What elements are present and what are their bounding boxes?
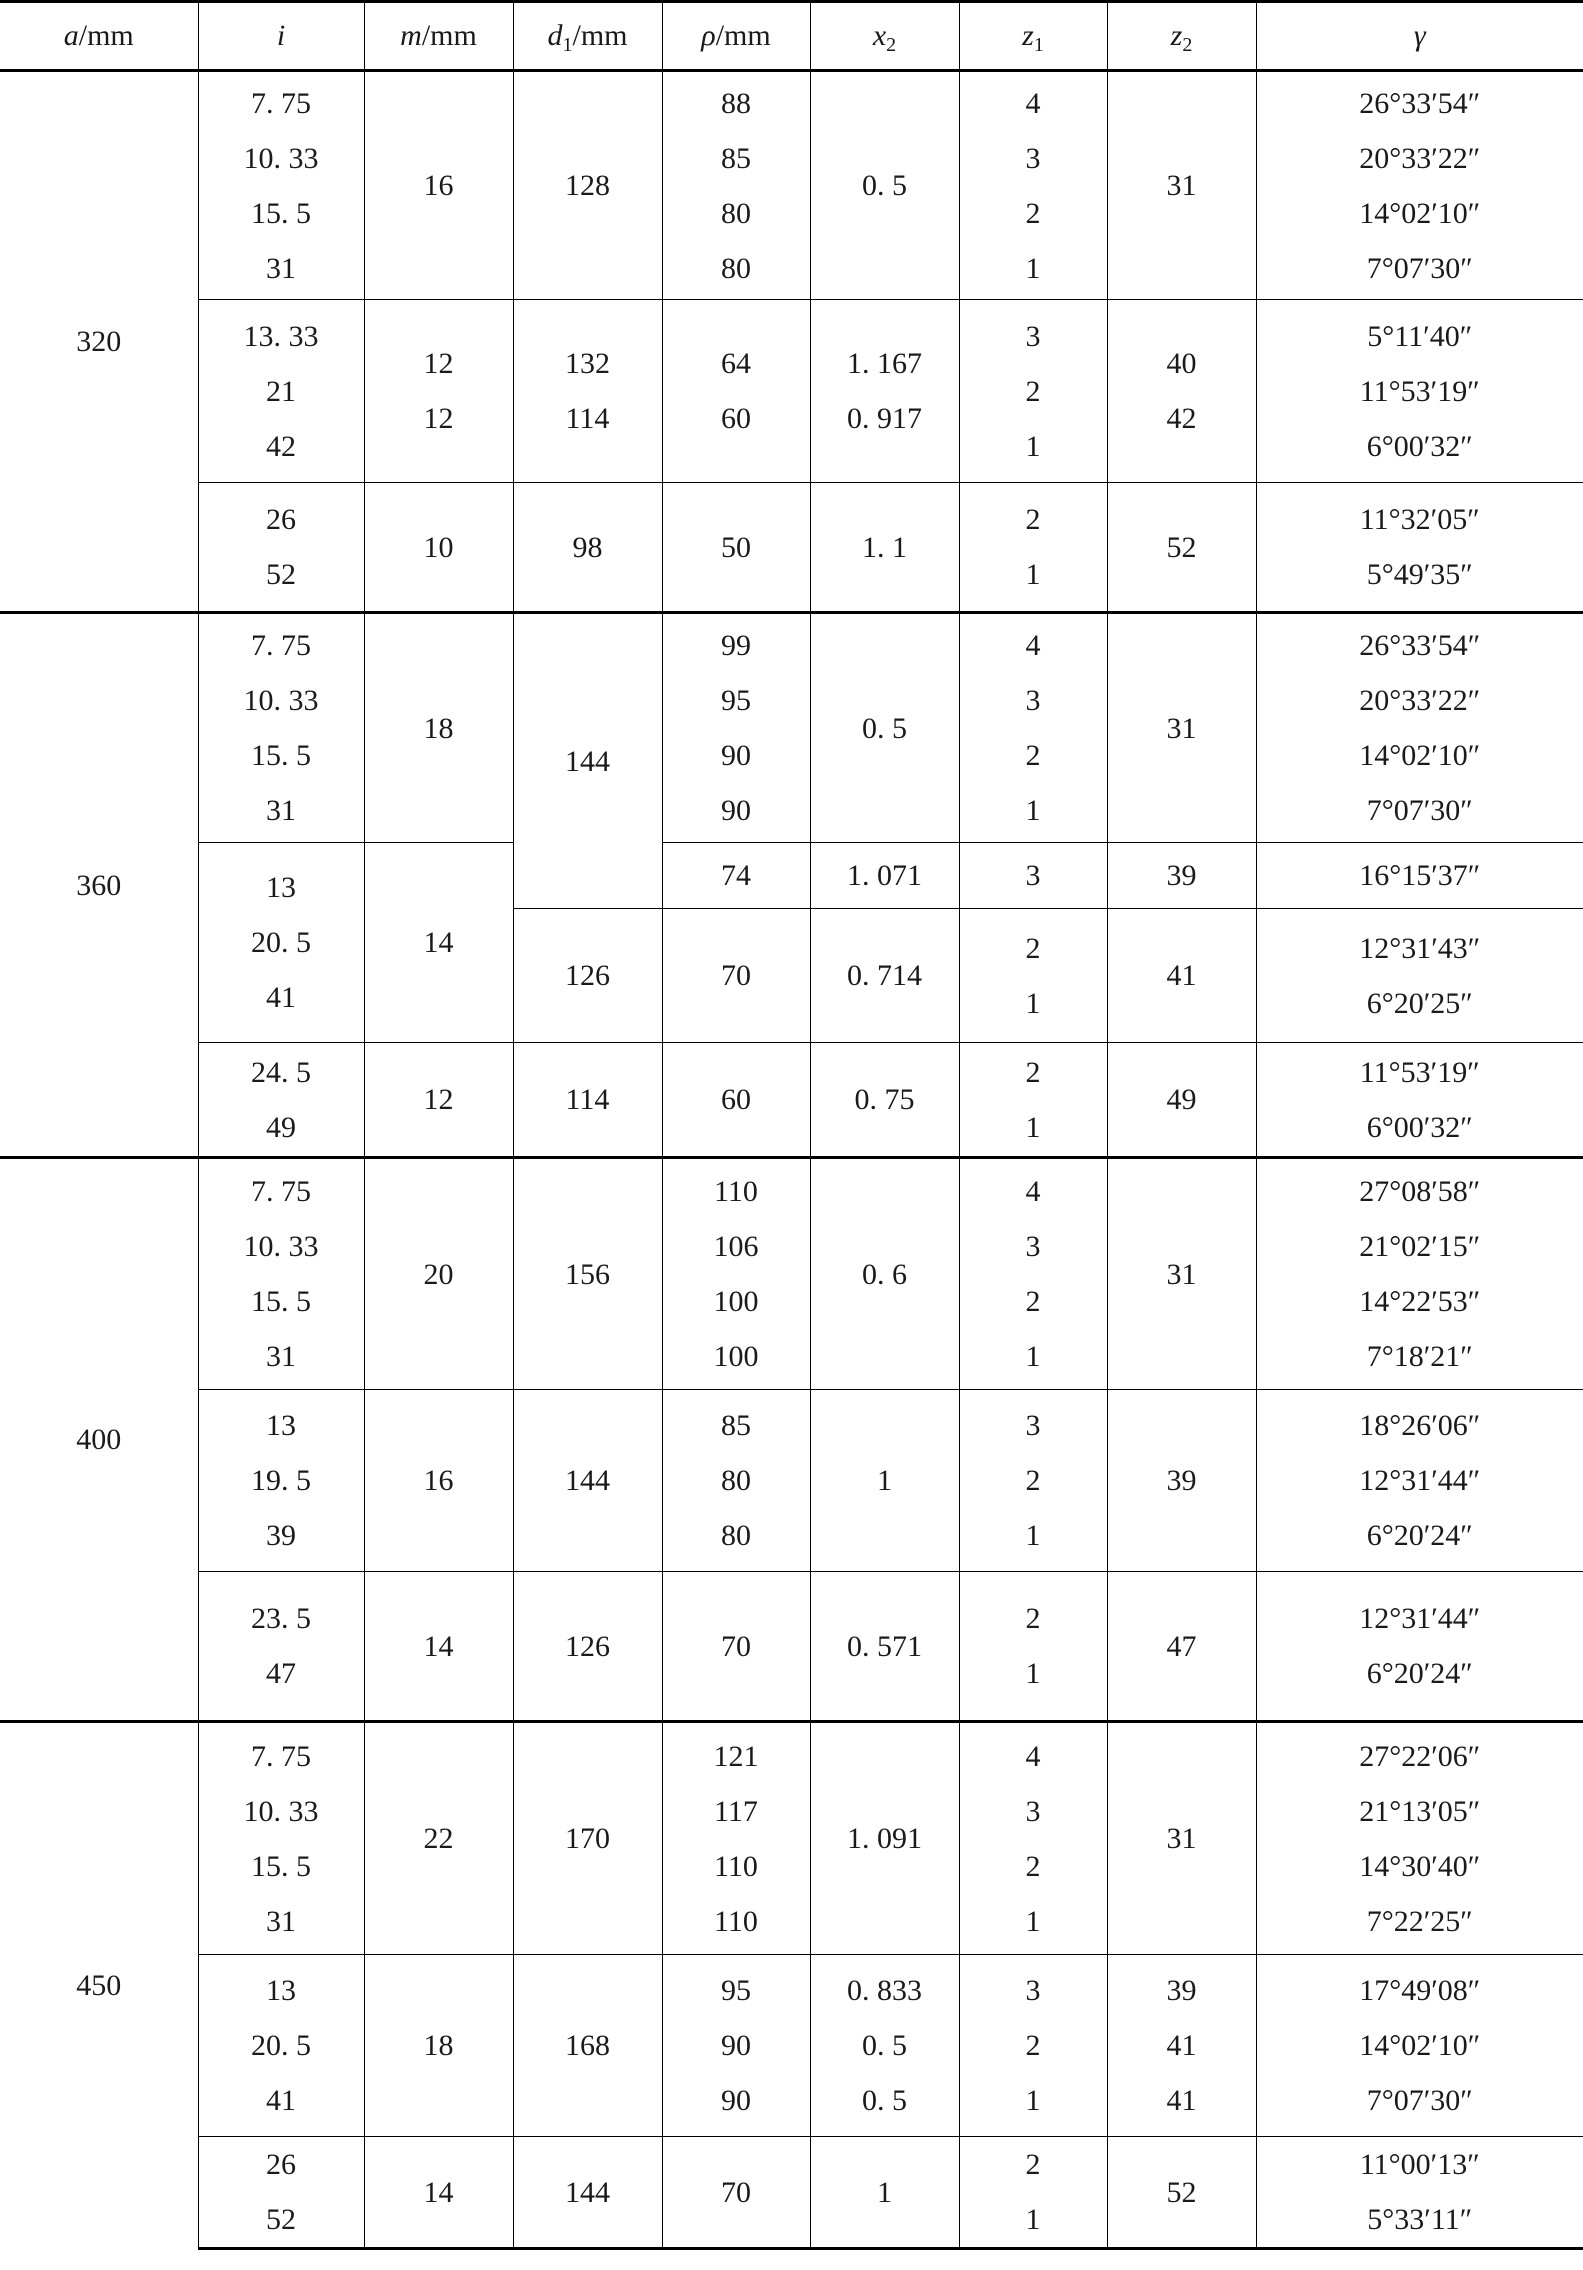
cell-m: 18 — [364, 1955, 513, 2137]
cell-m: 18 — [364, 613, 513, 843]
cell-rho: 70 — [662, 909, 810, 1043]
cell-rho: 95 90 90 — [662, 1955, 810, 2137]
cell-gamma: 27°08′58″ 21°02′15″ 14°22′53″ 7°18′21″ — [1256, 1158, 1583, 1390]
cell-z2: 49 — [1107, 1043, 1256, 1158]
cell-z2: 47 — [1107, 1572, 1256, 1722]
cell-d1: 168 — [513, 1955, 662, 2137]
cell-z2: 39 — [1107, 843, 1256, 909]
cell-x2: 0. 6 — [810, 1158, 959, 1390]
cell-i: 13 19. 5 39 — [198, 1390, 364, 1572]
cell-x2: 1. 091 — [810, 1722, 959, 1955]
cell-m: 12 12 — [364, 300, 513, 483]
cell-d1: 170 — [513, 1722, 662, 1955]
cell-gamma: 26°33′54″ 20°33′22″ 14°02′10″ 7°07′30″ — [1256, 71, 1583, 300]
cell-a: 450 — [0, 1722, 198, 2249]
cell-i: 13 20. 5 41 — [198, 843, 364, 1043]
cell-gamma: 11°32′05″ 5°49′35″ — [1256, 483, 1583, 613]
cell-z1: 4 3 2 1 — [959, 1722, 1107, 1955]
cell-a: 360 — [0, 613, 198, 1158]
cell-a: 320 — [0, 71, 198, 613]
cell-x2: 0. 75 — [810, 1043, 959, 1158]
cell-z2: 31 — [1107, 613, 1256, 843]
cell-m: 16 — [364, 71, 513, 300]
cell-z2: 31 — [1107, 1158, 1256, 1390]
cell-d1: 144 — [513, 1390, 662, 1572]
table-row — [0, 1955, 1583, 2137]
cell-z2: 41 — [1107, 909, 1256, 1043]
header-gamma: γ — [1256, 2, 1583, 71]
header-a: a/mm — [0, 2, 198, 71]
cell-i: 13. 33 21 42 — [198, 300, 364, 483]
cell-rho: 121 117 110 110 — [662, 1722, 810, 1955]
cell-z2: 52 — [1107, 2137, 1256, 2249]
cell-gamma: 18°26′06″ 12°31′44″ 6°20′24″ — [1256, 1390, 1583, 1572]
cell-a: 400 — [0, 1158, 198, 1722]
cell-d1: 128 — [513, 71, 662, 300]
header-z1: $z_1$ — [959, 2, 1107, 71]
cell-m: 20 — [364, 1158, 513, 1390]
header-rho: ρ/mm — [662, 2, 810, 71]
cell-i: 7. 75 10. 33 15. 5 31 — [198, 613, 364, 843]
cell-z1: 4 3 2 1 — [959, 1158, 1107, 1390]
cell-z1: 2 1 — [959, 2137, 1107, 2249]
table-row — [0, 1572, 1583, 1722]
cell-d1: 98 — [513, 483, 662, 613]
cell-x2: 1. 167 0. 917 — [810, 300, 959, 483]
cell-gamma: 16°15′37″ — [1256, 843, 1583, 909]
cell-rho: 64 60 — [662, 300, 810, 483]
cell-i: 26 52 — [198, 2137, 364, 2249]
cell-gamma: 27°22′06″ 21°13′05″ 14°30′40″ 7°22′25″ — [1256, 1722, 1583, 1955]
cell-gamma: 12°31′43″ 6°20′25″ — [1256, 909, 1583, 1043]
table-row — [0, 843, 1583, 909]
cell-x2: 0. 714 — [810, 909, 959, 1043]
cell-x2: 1. 071 — [810, 843, 959, 909]
cell-x2: 0. 5 — [810, 613, 959, 843]
cell-rho: 99 95 90 90 — [662, 613, 810, 843]
header-rho-unit: /mm — [715, 19, 771, 52]
cell-d1: 114 — [513, 1043, 662, 1158]
cell-z1: 3 — [959, 843, 1107, 909]
cell-i: 7. 75 10. 33 15. 5 31 — [198, 71, 364, 300]
table-row — [0, 483, 1583, 613]
header-z2: $z_2$ — [1107, 2, 1256, 71]
cell-z1: 2 1 — [959, 1572, 1107, 1722]
cell-z1: 3 2 1 — [959, 1955, 1107, 2137]
cell-d1: 126 — [513, 1572, 662, 1722]
table-row — [0, 2137, 1583, 2249]
cell-gamma: 12°31′44″ 6°20′24″ — [1256, 1572, 1583, 1722]
cell-d1: 126 — [513, 909, 662, 1043]
cell-x2: 0. 571 — [810, 1572, 959, 1722]
cell-rho: 70 — [662, 2137, 810, 2249]
cell-m: 12 — [364, 1043, 513, 1158]
cell-i: 13 20. 5 41 — [198, 1955, 364, 2137]
cell-z2: 39 41 41 — [1107, 1955, 1256, 2137]
header-a-unit: /mm — [78, 19, 134, 52]
cell-i: 7. 75 10. 33 15. 5 31 — [198, 1722, 364, 1955]
cell-i: 7. 75 10. 33 15. 5 31 — [198, 1158, 364, 1390]
cell-d1: 132 114 — [513, 300, 662, 483]
cell-rho: 110 106 100 100 — [662, 1158, 810, 1390]
cell-d1: 156 — [513, 1158, 662, 1390]
cell-rho: 70 — [662, 1572, 810, 1722]
cell-gamma: 26°33′54″ 20°33′22″ 14°02′10″ 7°07′30″ — [1256, 613, 1583, 843]
header-m-unit: /mm — [421, 19, 477, 52]
cell-x2: 1 — [810, 2137, 959, 2249]
cell-d1: 144 — [513, 2137, 662, 2249]
header-i: i — [198, 2, 364, 71]
cell-rho: 50 — [662, 483, 810, 613]
table-row — [0, 1722, 1583, 1955]
cell-z1: 3 2 1 — [959, 1390, 1107, 1572]
cell-z2: 40 42 — [1107, 300, 1256, 483]
header-x2: $x_2$ — [810, 2, 959, 71]
cell-x2: 0. 833 0. 5 0. 5 — [810, 1955, 959, 2137]
header-d1: $d_1/mm$ — [513, 2, 662, 71]
cell-gamma: 5°11′40″ 11°53′19″ 6°00′32″ — [1256, 300, 1583, 483]
cell-z2: 31 — [1107, 1722, 1256, 1955]
cell-x2: 1. 1 — [810, 483, 959, 613]
header-row — [0, 2, 1583, 71]
header-d1-unit: /mm — [572, 19, 628, 52]
table-row — [0, 1158, 1583, 1390]
cell-m: 10 — [364, 483, 513, 613]
cell-z2: 52 — [1107, 483, 1256, 613]
cell-z2: 39 — [1107, 1390, 1256, 1572]
table-row — [0, 300, 1583, 483]
cell-gamma: 11°53′19″ 6°00′32″ — [1256, 1043, 1583, 1158]
cell-i: 24. 5 49 — [198, 1043, 364, 1158]
cell-z2: 31 — [1107, 71, 1256, 300]
table-row — [0, 1043, 1583, 1158]
cell-z1: 3 2 1 — [959, 300, 1107, 483]
cell-z1: 4 3 2 1 — [959, 613, 1107, 843]
table-row — [0, 1390, 1583, 1572]
cell-gamma: 11°00′13″ 5°33′11″ — [1256, 2137, 1583, 2249]
cell-gamma: 17°49′08″ 14°02′10″ 7°07′30″ — [1256, 1955, 1583, 2137]
cell-rho: 74 — [662, 843, 810, 909]
cell-z1: 2 1 — [959, 909, 1107, 1043]
cell-rho: 60 — [662, 1043, 810, 1158]
cell-m: 14 — [364, 1572, 513, 1722]
cell-x2: 0. 5 — [810, 71, 959, 300]
cell-z1: 2 1 — [959, 483, 1107, 613]
cell-m: 14 — [364, 2137, 513, 2249]
cell-i: 23. 5 47 — [198, 1572, 364, 1722]
cell-rho: 88 85 80 80 — [662, 71, 810, 300]
cell-z1: 2 1 — [959, 1043, 1107, 1158]
cell-x2: 1 — [810, 1390, 959, 1572]
table-row — [0, 613, 1583, 843]
cell-m: 22 — [364, 1722, 513, 1955]
cell-i: 26 52 — [198, 483, 364, 613]
cell-m: 16 — [364, 1390, 513, 1572]
cell-rho: 85 80 80 — [662, 1390, 810, 1572]
header-m: m/mm — [364, 2, 513, 71]
cell-d1: 144 — [513, 613, 662, 909]
cell-m: 14 — [364, 843, 513, 1043]
cell-z1: 4 3 2 1 — [959, 71, 1107, 300]
table-row — [0, 71, 1583, 300]
